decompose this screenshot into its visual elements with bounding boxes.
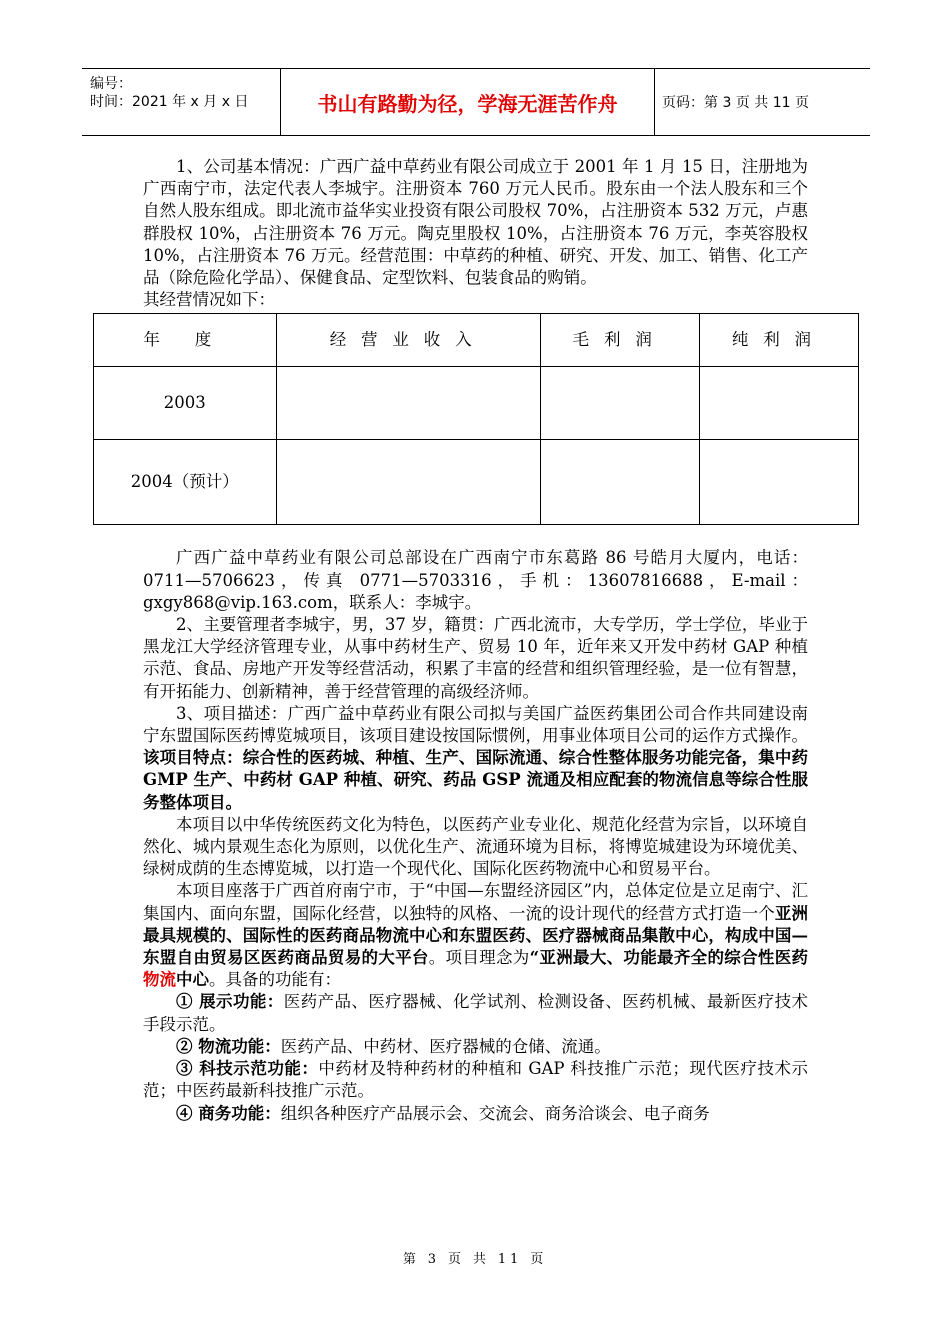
header-page-info: 页码：第 3 页 共 11 页: [662, 95, 809, 111]
function-item: [143, 991, 808, 1035]
date-line: 时间：2021 年 x 月 x 日: [90, 94, 249, 110]
number-label: 编号：: [90, 76, 132, 92]
table-cell-net: [699, 367, 858, 440]
paragraph-table-intro: 其经营情况如下：: [143, 290, 275, 310]
paragraph-contact: 广西广益中草药业有限公司总部设在广西南宁市东葛路 86 号皓月大厦内，电话：0711—5706623，传真 0771—5703316，手机：13607816688，E-mail：gxgy868@vip.163.com，联系人：李城宇。: [143, 548, 808, 612]
table-cell-gross: [540, 440, 699, 525]
header-meta: [82, 69, 280, 135]
location-text: 本项目座落于广西首府南宁市，于“中国—东盟经济园区”内，总体定位是立足南宁、汇集国内、面向东盟，国际化经营，以独特的风格、一流的设计现代的经营方式打造一个: [143, 881, 808, 923]
table-cell-year: 2004（预计）: [94, 440, 277, 525]
function-item: [143, 1036, 808, 1058]
table-cell-revenue: [276, 367, 540, 440]
paragraph-company-info: 1、公司基本情况：广西广益中草药业有限公司成立于 2001 年 1 月 15 日，注册地为广西南宁市，法定代表人李城宇。注册资本 760 万元人民币。股东由一个法人股东和三个自然人股东组成。即北流市益华实业投资有限公司股权 70%，占注册资本 532 万元，卢惠群股权 10%，占注册资本 76 万元。陶克里股权 10%，占注册资本 76 万元，李英容股权 10%，占注册资本 76 万元。经营范围：中草药的种植、研究、开发、加工、销售、化工产品（除危险化学品）、保健食品、定型饮料、包装食品的购销。: [143, 157, 808, 288]
paragraph-manager: 2、主要管理者李城宇，男，37 岁，籍贯：广西北流市，大专学历，学士学位，毕业于黑龙江大学经济管理专业，从事中药材生产、贸易 10 年，近年来又开发中药材 GAP 种植示范、食品、房地产开发等经营活动，积累了丰富的经营和组织管理经验，是一位有智慧，有开拓能力、创新精神，善于经营管理的高级经济师。: [143, 615, 808, 701]
function-label: ① 展示功能：: [176, 992, 284, 1012]
table-row: [94, 440, 859, 525]
function-text: 医药产品、医疗器械、化学试剂、检测设备、医药机械、最新医疗技术手段示范。: [143, 992, 809, 1034]
paragraph-location: [143, 880, 808, 991]
function-label: ④ 商务功能：: [176, 1103, 281, 1123]
concept-bold: “亚洲最大、功能最齐全的综合性医药: [529, 948, 809, 968]
function-item: [143, 1103, 808, 1125]
paragraph-project-description: [143, 703, 808, 814]
concept-red: 物流: [143, 970, 176, 990]
document-body: [130, 156, 826, 1125]
page-header: [82, 68, 870, 136]
table-cell-revenue: [276, 440, 540, 525]
function-label: ③ 科技示范功能：: [176, 1059, 319, 1079]
function-text: 医药产品、中药材、医疗器械的仓储、流通。: [280, 1036, 611, 1056]
table-cell-net: [699, 440, 858, 525]
function-text: 中药材及特种药材的种植和 GAP 科技推广示范；现代医疗技术示范；中医药最新科技推广示范。: [143, 1059, 808, 1101]
table-row: [94, 367, 859, 440]
project-features-text: 该项目特点：综合性的医药城、种植、生产、国际流通、综合性整体服务功能完备，集中药 GMP 生产、中药材 GAP 种植、研究、药品 GSP 流通及相应配套的物流信息等综合性服务整体项目。: [143, 748, 808, 812]
function-label: ② 物流功能：: [176, 1036, 281, 1056]
concept-bold-end: 中心: [176, 970, 209, 990]
project-description-text: 3、项目描述：广西广益中草药业有限公司拟与美国广益医药集团公司合作共同建设南宁东盟国际医药博览城项目，该项目建设按国际惯例，用事业体项目公司的运作方式操作。: [143, 703, 808, 746]
concept-tail: 。具备的功能有：: [209, 970, 341, 990]
table-header-cell: 经营业收入: [276, 314, 540, 367]
business-table: [93, 313, 859, 525]
paragraph-culture: 本项目以中华传统医药文化为特色，以医药产业专业化、规范化经营为宗旨，以环境自然化、城内景观生态化为原则，以优化生产、流通环境为目标，将博览城建设为环境优美、绿树成荫的生态博览城，以打造一个现代化、国际化医药物流中心和贸易平台。: [143, 814, 808, 879]
page-footer: 第 3 页 共 11 页: [402, 1252, 548, 1267]
concept-intro: 。项目理念为: [428, 948, 530, 968]
table-header-cell: 年 度: [94, 314, 277, 367]
table-cell-year: 2003: [94, 367, 277, 440]
table-cell-gross: [540, 367, 699, 440]
table-header-cell: 纯利润: [699, 314, 858, 367]
table-header-row: [94, 314, 859, 367]
function-text: 组织各种医疗产品展示会、交流会、商务洽谈会、电子商务: [280, 1103, 710, 1123]
table-header-cell: 毛利润: [540, 314, 699, 367]
header-motto: 书山有路勤为径，学海无涯苦作舟: [280, 69, 655, 135]
location-bold-text: 亚洲最具规模的、国际性的医药商品物流中心和东盟医药、医疗器械商品集散中心，构成中国—东盟自由贸易区医药商品贸易的大平台: [143, 903, 809, 968]
function-item: [143, 1058, 808, 1102]
